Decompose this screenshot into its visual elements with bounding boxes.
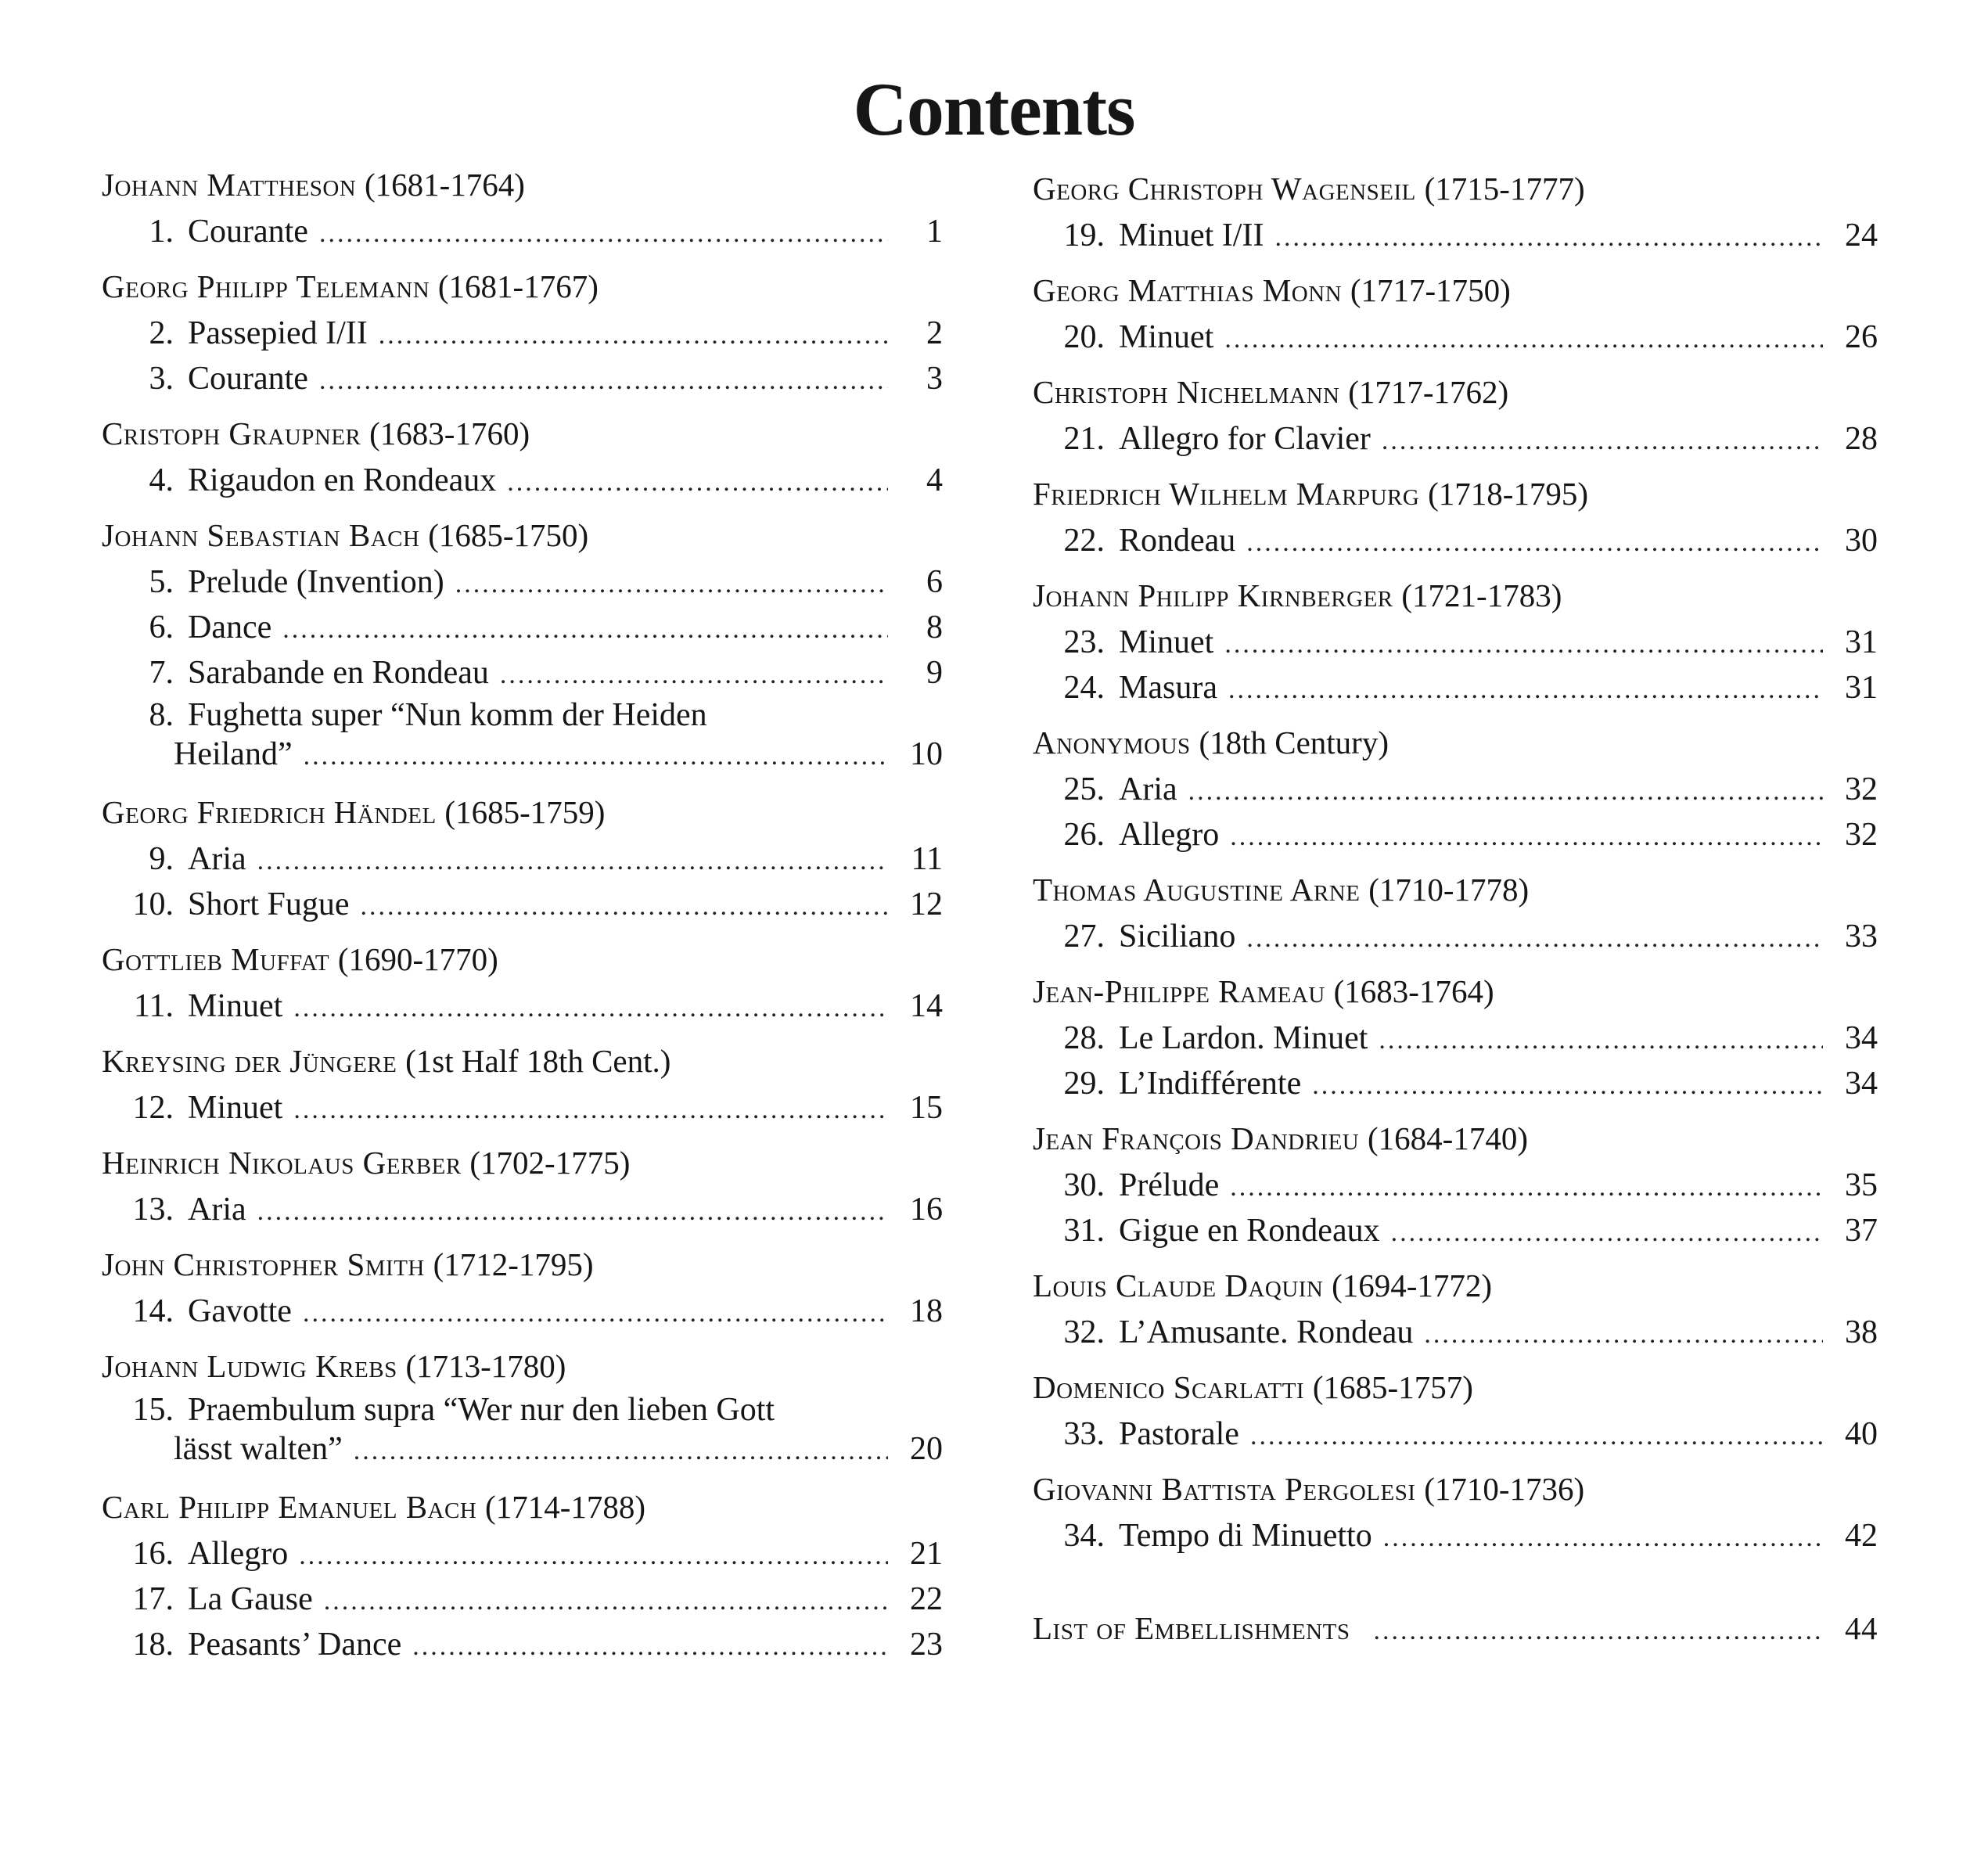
composer-dates: (1713-1780) <box>405 1348 566 1384</box>
entry-title: Allegro <box>188 1536 289 1572</box>
composer-dates: (1681-1767) <box>437 268 599 304</box>
entry-title-continued: Heiland” <box>174 736 293 772</box>
toc-entry <box>102 1187 943 1232</box>
composer-dates: (1717-1762) <box>1348 374 1509 410</box>
toc-entry <box>1033 1411 1878 1457</box>
toc-entry <box>102 311 943 356</box>
composer-heading <box>1033 469 1878 518</box>
entry-page-number: 33 <box>1845 919 1878 955</box>
toc-entry <box>1033 213 1878 258</box>
composer-dates: (1702-1775) <box>469 1145 631 1181</box>
composer-dates: (1690-1770) <box>337 941 498 977</box>
composer-heading <box>1033 718 1878 767</box>
entry-page-number: 30 <box>1845 523 1878 559</box>
entry-page-number: 18 <box>910 1293 943 1329</box>
toc-entry-embellishments <box>1033 1605 1878 1651</box>
dot-leader <box>455 562 888 607</box>
composer-name: Johann Mattheson <box>102 167 357 203</box>
dot-leader <box>1224 317 1823 362</box>
entry-title: Minuet I/II <box>1119 218 1264 253</box>
composer-dates: (1694-1772) <box>1332 1267 1493 1303</box>
toc-entry <box>102 209 943 254</box>
composer-dates: (18th Century) <box>1199 724 1389 760</box>
entry-number: 13. <box>132 1192 174 1228</box>
entry-number: 27. <box>1063 919 1105 955</box>
toc-entry <box>102 458 943 503</box>
toc-entry <box>102 356 943 401</box>
composer-name: Friedrich Wilhelm Marpurg <box>1033 476 1420 512</box>
entry-title: La Gause <box>188 1581 313 1617</box>
dot-leader <box>1246 520 1823 566</box>
entry-number: 9. <box>149 841 174 877</box>
toc-entry <box>102 1289 943 1334</box>
composer-section <box>1033 967 1878 1106</box>
entry-number: 22. <box>1063 523 1105 559</box>
composer-heading <box>1033 1261 1878 1310</box>
entry-title-continued: lässt walten” <box>174 1431 343 1467</box>
toc-entry <box>102 1531 943 1577</box>
entry-page-number: 10 <box>910 736 943 772</box>
entry-title: Courante <box>188 214 308 250</box>
entry-title: Fughetta super “Nun komm der Heiden <box>188 697 707 733</box>
composer-section <box>1033 1261 1878 1355</box>
toc-entry <box>1033 315 1878 360</box>
composer-dates: (1684-1740) <box>1368 1120 1528 1156</box>
composer-dates: (1718-1795) <box>1428 476 1589 512</box>
toc-entry <box>1033 518 1878 563</box>
dot-leader <box>1312 1063 1823 1109</box>
entry-title: Pastorale <box>1119 1416 1239 1452</box>
composer-section <box>102 262 943 401</box>
dot-leader <box>257 839 888 884</box>
entry-title: Gigue en Rondeaux <box>1119 1213 1380 1249</box>
composer-name: Georg Christoph Wagenseil <box>1033 171 1416 207</box>
entry-title: List of Embellishments <box>1033 1610 1350 1646</box>
toc-entry <box>1033 914 1878 959</box>
entry-number: 30. <box>1063 1167 1105 1203</box>
dot-leader <box>1188 769 1823 814</box>
entry-page-number: 28 <box>1845 421 1878 457</box>
entry-page-number: 26 <box>1845 319 1878 355</box>
entry-page-number: 2 <box>926 315 943 351</box>
entry-number: 24. <box>1063 670 1105 706</box>
toc-entry-line <box>102 1390 943 1429</box>
entry-title: L’Amusante. Rondeau <box>1119 1314 1414 1350</box>
composer-section <box>102 1037 943 1131</box>
entry-page-number: 11 <box>911 841 943 877</box>
composer-name: Jean François Dandrieu <box>1033 1120 1360 1156</box>
entry-title: Peasants’ Dance <box>188 1627 402 1663</box>
composer-heading <box>102 1138 943 1187</box>
entry-number: 23. <box>1063 624 1105 660</box>
entry-number: 4. <box>149 462 174 498</box>
toc-entry <box>102 983 943 1029</box>
entry-page-number: 31 <box>1845 670 1878 706</box>
page-title: Contents <box>853 67 1135 151</box>
dot-leader <box>293 986 888 1031</box>
entry-number: 11. <box>134 988 174 1024</box>
composer-name: Johann Philipp Kirnberger <box>1033 577 1393 613</box>
toc-entry <box>102 1390 943 1469</box>
entry-number: 32. <box>1063 1314 1105 1350</box>
composer-section <box>102 1240 943 1334</box>
dot-leader <box>324 1579 888 1624</box>
section-gap <box>102 780 943 788</box>
dot-leader <box>319 358 888 404</box>
toc-entry <box>1033 416 1878 462</box>
entry-title: Rondeau <box>1119 523 1236 559</box>
dot-leader <box>1246 916 1823 962</box>
toc-entry <box>102 1622 943 1667</box>
toc-entry <box>102 696 943 774</box>
entry-number: 1. <box>149 214 174 250</box>
composer-section <box>1033 865 1878 959</box>
composer-name: Heinrich Nikolaus Gerber <box>102 1145 462 1181</box>
entry-number: 18. <box>132 1627 174 1663</box>
entry-page-number: 44 <box>1845 1610 1878 1646</box>
entry-title: Siciliano <box>1119 919 1236 955</box>
entry-title: Aria <box>1119 771 1177 807</box>
entry-number: 17. <box>132 1581 174 1617</box>
dot-leader <box>1274 215 1823 261</box>
toc-entry <box>1033 1016 1878 1061</box>
composer-section <box>1033 164 1878 258</box>
entry-title: Tempo di Minuetto <box>1119 1518 1372 1554</box>
entry-number: 26. <box>1063 817 1105 853</box>
entry-number: 2. <box>149 315 174 351</box>
composer-section <box>1033 718 1878 857</box>
toc-entry <box>1033 1513 1878 1559</box>
composer-dates: (1685-1759) <box>444 794 606 830</box>
composer-heading <box>102 409 943 458</box>
dot-leader <box>361 884 888 929</box>
toc-entry <box>1033 767 1878 812</box>
composer-dates: (1710-1778) <box>1368 872 1530 908</box>
entry-title: Minuet <box>1119 319 1214 355</box>
toc-entry <box>102 1085 943 1131</box>
dot-leader <box>304 737 888 776</box>
entry-number: 10. <box>132 886 174 922</box>
composer-heading <box>1033 368 1878 416</box>
left-column <box>102 160 943 1667</box>
entry-title: Gavotte <box>188 1293 292 1329</box>
dot-leader <box>1228 667 1823 713</box>
toc-entry <box>1033 1163 1878 1208</box>
composer-dates: (1683-1764) <box>1333 973 1494 1009</box>
toc-entry <box>102 836 943 882</box>
composer-heading <box>1033 164 1878 213</box>
composer-name: Gottlieb Muffat <box>102 941 330 977</box>
entry-number: 3. <box>149 361 174 397</box>
entry-page-number: 34 <box>1845 1020 1878 1056</box>
toc-entry-line <box>102 735 943 774</box>
section-gap <box>102 1475 943 1483</box>
composer-dates: (1685-1750) <box>428 517 589 553</box>
entry-number: 8. <box>149 697 174 733</box>
entry-number: 19. <box>1063 218 1105 253</box>
composer-section <box>102 511 943 774</box>
dot-leader <box>412 1624 888 1670</box>
toc-entry <box>102 650 943 696</box>
entry-number: 14. <box>132 1293 174 1329</box>
entry-page-number: 31 <box>1845 624 1878 660</box>
entry-page-number: 22 <box>910 1581 943 1617</box>
dot-leader <box>319 211 888 257</box>
entry-title: Minuet <box>188 988 283 1024</box>
toc-entry <box>102 605 943 650</box>
entry-page-number: 42 <box>1845 1518 1878 1554</box>
composer-section <box>102 409 943 503</box>
section-gap <box>1033 1559 1878 1605</box>
composer-section <box>102 1483 943 1667</box>
composer-heading <box>102 1483 943 1531</box>
composer-heading <box>1033 571 1878 620</box>
dot-leader <box>507 460 888 505</box>
entry-page-number: 20 <box>910 1431 943 1467</box>
composer-heading <box>102 788 943 836</box>
composer-name: Kreysing der Jüngere <box>102 1043 397 1079</box>
entry-title: Short Fugue <box>188 886 350 922</box>
composer-heading <box>1033 1465 1878 1513</box>
dot-leader <box>1383 1515 1823 1561</box>
toc-entry-line <box>102 1429 943 1469</box>
composer-dates: (1st Half 18th Cent.) <box>405 1043 671 1079</box>
dot-leader <box>500 653 888 698</box>
entry-page-number: 21 <box>910 1536 943 1572</box>
dot-leader <box>1224 622 1823 667</box>
composer-name: Domenico Scarlatti <box>1033 1369 1305 1405</box>
toc-entry <box>102 1577 943 1622</box>
composer-name: Johann Sebastian Bach <box>102 517 420 553</box>
entry-number: 12. <box>132 1090 174 1126</box>
entry-title: Minuet <box>188 1090 283 1126</box>
toc-entry-line <box>102 696 943 735</box>
dot-leader <box>1230 1165 1823 1210</box>
composer-section <box>1033 1465 1878 1559</box>
entry-number: 29. <box>1063 1066 1105 1102</box>
composer-name: Cristoph Graupner <box>102 415 361 451</box>
composer-name: Johann Ludwig Krebs <box>102 1348 397 1384</box>
composer-name: Georg Matthias Monn <box>1033 272 1343 308</box>
dot-leader <box>303 1291 888 1336</box>
composer-name: Carl Philipp Emanuel Bach <box>102 1489 477 1525</box>
dot-leader <box>1230 814 1823 860</box>
entry-number: 7. <box>149 655 174 691</box>
composer-heading <box>102 935 943 983</box>
entry-page-number: 32 <box>1845 817 1878 853</box>
entry-title: Minuet <box>1119 624 1214 660</box>
composer-heading <box>1033 865 1878 914</box>
entry-page-number: 16 <box>910 1192 943 1228</box>
composer-heading <box>102 262 943 311</box>
entry-title: Passepied I/II <box>188 315 368 351</box>
entry-number: 6. <box>149 609 174 645</box>
entry-page-number: 24 <box>1845 218 1878 253</box>
entry-page-number: 32 <box>1845 771 1878 807</box>
entry-page-number: 15 <box>910 1090 943 1126</box>
right-column <box>1033 164 1878 1651</box>
composer-name: John Christopher Smith <box>102 1246 425 1282</box>
composer-section <box>102 160 943 254</box>
composer-dates: (1721-1783) <box>1401 577 1562 613</box>
entry-page-number: 8 <box>926 609 943 645</box>
composer-dates: (1715-1777) <box>1424 171 1585 207</box>
toc-entry <box>1033 1061 1878 1106</box>
entry-page-number: 3 <box>926 361 943 397</box>
toc-entry <box>102 559 943 605</box>
composer-section <box>102 788 943 927</box>
toc-entry <box>1033 620 1878 665</box>
entry-page-number: 6 <box>926 564 943 600</box>
composer-name: Giovanni Battista Pergolesi <box>1033 1471 1416 1507</box>
composer-dates: (1683-1760) <box>369 415 530 451</box>
composer-section <box>1033 368 1878 462</box>
entry-page-number: 34 <box>1845 1066 1878 1102</box>
composer-section <box>102 1138 943 1232</box>
entry-title: Aria <box>188 841 246 877</box>
composer-heading <box>1033 266 1878 315</box>
entry-number: 15. <box>132 1392 174 1428</box>
toc-entry <box>102 882 943 927</box>
entry-number: 28. <box>1063 1020 1105 1056</box>
entry-title: Praembulum supra “Wer nur den lieben Gott <box>188 1392 775 1428</box>
entry-number: 20. <box>1063 319 1105 355</box>
entry-page-number: 9 <box>926 655 943 691</box>
composer-heading <box>102 160 943 209</box>
dot-leader <box>293 1088 888 1133</box>
entry-page-number: 14 <box>910 988 943 1024</box>
composer-section <box>1033 1363 1878 1457</box>
entry-page-number: 4 <box>926 462 943 498</box>
entry-title: Dance <box>188 609 272 645</box>
dot-leader <box>1382 419 1823 464</box>
composer-name: Christoph Nichelmann <box>1033 374 1340 410</box>
composer-name: Jean-Philippe Rameau <box>1033 973 1325 1009</box>
entry-number: 34. <box>1063 1518 1105 1554</box>
entry-page-number: 1 <box>926 214 943 250</box>
composer-section <box>102 935 943 1029</box>
entry-title: Prelude (Invention) <box>188 564 444 600</box>
entry-page-number: 38 <box>1845 1314 1878 1350</box>
composer-heading <box>102 511 943 559</box>
composer-heading <box>102 1240 943 1289</box>
composer-section <box>102 1342 943 1469</box>
entry-title: L’Indifférente <box>1119 1066 1302 1102</box>
entry-page-number: 23 <box>910 1627 943 1663</box>
toc-entry <box>1033 665 1878 710</box>
composer-name: Louis Claude Daquin <box>1033 1267 1324 1303</box>
composer-section <box>1033 469 1878 563</box>
entry-number: 31. <box>1063 1213 1105 1249</box>
composer-heading <box>1033 1114 1878 1163</box>
dot-leader <box>1424 1312 1823 1357</box>
composer-name: Thomas Augustine Arne <box>1033 872 1361 908</box>
toc-entry <box>1033 1310 1878 1355</box>
composer-name: Georg Friedrich Händel <box>102 794 437 830</box>
entry-title: Prélude <box>1119 1167 1220 1203</box>
composer-heading <box>102 1342 943 1390</box>
entry-page-number: 35 <box>1845 1167 1878 1203</box>
composer-heading <box>102 1037 943 1085</box>
entry-title: Sarabande en Rondeau <box>188 655 489 691</box>
entry-number: 33. <box>1063 1416 1105 1452</box>
composer-dates: (1685-1757) <box>1312 1369 1473 1405</box>
dot-leader <box>299 1533 888 1579</box>
entry-title: Allegro for Clavier <box>1119 421 1371 457</box>
composer-dates: (1712-1795) <box>433 1246 594 1282</box>
dot-leader <box>1250 1414 1823 1459</box>
entry-title: Masura <box>1119 670 1217 706</box>
composer-heading <box>1033 967 1878 1016</box>
entry-page-number: 12 <box>910 886 943 922</box>
entry-number: 16. <box>132 1536 174 1572</box>
entry-title: Rigaudon en Rondeaux <box>188 462 497 498</box>
composer-section <box>1033 571 1878 710</box>
composer-name: Anonymous <box>1033 724 1191 760</box>
dot-leader <box>1373 1609 1823 1654</box>
entry-title: Courante <box>188 361 308 397</box>
entry-title: Le Lardon. Minuet <box>1119 1020 1368 1056</box>
toc-entry <box>1033 1208 1878 1253</box>
composer-heading <box>1033 1363 1878 1411</box>
entry-number: 21. <box>1063 421 1105 457</box>
dot-leader <box>354 1432 888 1471</box>
composer-section <box>1033 1114 1878 1253</box>
composer-dates: (1717-1750) <box>1350 272 1511 308</box>
entry-title: Allegro <box>1119 817 1220 853</box>
entry-page-number: 37 <box>1845 1213 1878 1249</box>
entry-number: 5. <box>149 564 174 600</box>
composer-name: Georg Philipp Telemann <box>102 268 430 304</box>
composer-section <box>1033 266 1878 360</box>
composer-dates: (1681-1764) <box>364 167 525 203</box>
composer-dates: (1710-1736) <box>1424 1471 1585 1507</box>
dot-leader <box>257 1189 888 1235</box>
dot-leader <box>379 313 888 358</box>
composer-dates: (1714-1788) <box>485 1489 646 1525</box>
entry-title: Aria <box>188 1192 246 1228</box>
dot-leader <box>1379 1018 1823 1063</box>
toc-entry <box>1033 812 1878 857</box>
dot-leader <box>282 607 888 653</box>
entry-page-number: 40 <box>1845 1416 1878 1452</box>
entry-number: 25. <box>1063 771 1105 807</box>
dot-leader <box>1391 1210 1823 1256</box>
